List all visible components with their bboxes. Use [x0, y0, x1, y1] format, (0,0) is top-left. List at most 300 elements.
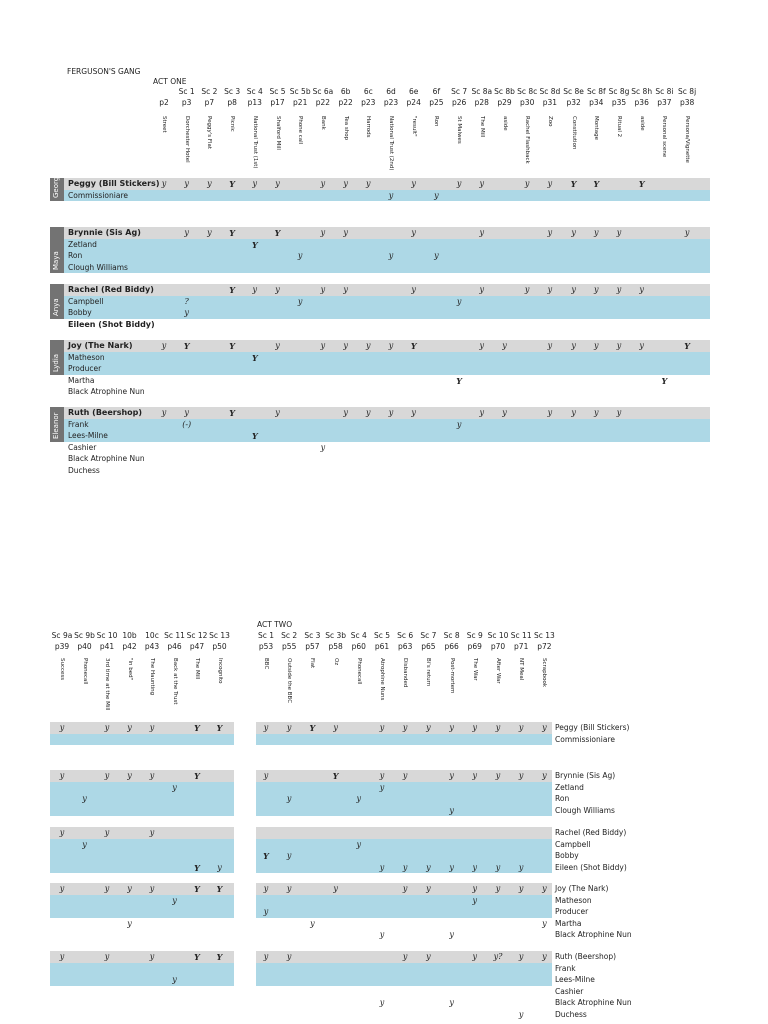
presence-mark: y — [388, 408, 394, 417]
presence-mark: y — [184, 228, 189, 237]
presence-mark: y — [59, 723, 65, 732]
presence-mark: y — [59, 828, 65, 837]
scene-number: Sc 8e — [563, 87, 584, 96]
presence-mark: Y — [251, 352, 258, 363]
scene-page: p28 — [474, 98, 489, 107]
presence-mark: y — [275, 179, 280, 188]
presence-mark: y — [542, 723, 547, 732]
presence-mark: Y — [194, 862, 200, 873]
scene-page: p39 — [54, 642, 70, 651]
row-band — [50, 883, 234, 895]
role-name: Ron — [68, 251, 83, 260]
presence-mark: y — [286, 851, 292, 860]
presence-mark: y — [402, 952, 408, 961]
scene-name: Zoo — [546, 116, 553, 127]
scene-number: Sc 7 — [451, 87, 468, 96]
scene-name: Constitution — [570, 116, 577, 150]
scene-number: 10b — [122, 631, 137, 640]
role-name: Campbell — [555, 839, 591, 849]
role-name: Peggy (Bill Stickers) — [68, 179, 160, 188]
scene-name: Ron — [433, 116, 440, 127]
scene-page: p24 — [406, 98, 421, 107]
presence-mark: y — [149, 884, 155, 893]
presence-mark: y — [104, 884, 110, 893]
scene-page: p65 — [421, 642, 436, 651]
scene-number: Sc 8b — [494, 87, 515, 96]
scene-name: "in bed" — [126, 658, 133, 681]
scene-number: 6d — [386, 87, 396, 96]
row-band — [50, 296, 710, 308]
row-band — [50, 850, 234, 862]
scene-page: p71 — [514, 642, 529, 651]
presence-mark: y — [684, 228, 690, 237]
presence-mark: y — [524, 179, 530, 188]
presence-mark: Y — [229, 228, 235, 238]
presence-mark: y — [571, 228, 576, 237]
presence-mark: y — [472, 884, 478, 893]
scene-name: Atrophine Nuns — [379, 658, 385, 701]
role-name: Eileen (Shot Biddy) — [555, 862, 627, 872]
presence-mark: y — [286, 952, 292, 961]
scene-name: Flat — [309, 658, 316, 669]
actor-name: Maya — [52, 251, 60, 270]
presence-mark: y — [333, 884, 338, 893]
scene-page: p72 — [537, 642, 552, 651]
scene-page: p69 — [467, 642, 482, 651]
presence-mark: y — [333, 723, 338, 732]
presence-mark: Y — [229, 179, 235, 189]
presence-mark: y — [542, 884, 547, 893]
presence-mark: y — [449, 805, 454, 815]
role-name: Joy (The Nark) — [555, 884, 609, 893]
actor-name: Eleanor — [52, 411, 60, 439]
presence-mark: y — [297, 251, 303, 260]
presence-mark: y — [402, 862, 408, 872]
scene-number: Sc 12 — [186, 631, 208, 640]
row-band — [50, 963, 234, 975]
presence-mark: Y — [309, 723, 316, 733]
presence-mark: y — [518, 723, 524, 732]
presence-mark: y — [594, 228, 599, 237]
row-band — [256, 974, 552, 986]
presence-mark: Y — [661, 375, 668, 386]
role-name: Commissioniare — [555, 734, 615, 744]
presence-mark: y — [320, 179, 326, 188]
row-band — [50, 782, 234, 794]
presence-mark: y — [59, 952, 65, 961]
scene-number: Sc 8h — [631, 87, 653, 96]
presence-mark: y — [449, 862, 454, 872]
scene-page: p23 — [383, 98, 399, 107]
scene-page: p34 — [589, 98, 604, 107]
row-band — [256, 906, 552, 918]
presence-mark: y — [320, 228, 326, 237]
presence-mark: y — [616, 341, 622, 350]
role-name: Zetland — [555, 782, 584, 792]
scene-page: p57 — [305, 642, 320, 651]
presence-mark: y — [82, 839, 87, 849]
presence-mark: y — [449, 930, 454, 939]
presence-mark: Y — [216, 723, 223, 733]
scene-number: Sc 3b — [325, 631, 346, 640]
scene-page: p23 — [361, 98, 376, 107]
row-band — [50, 419, 710, 431]
scene-page: p43 — [144, 642, 160, 651]
scene-name: Persona/Vignette — [684, 116, 691, 163]
presence-mark: y — [479, 341, 485, 350]
scene-page: p21 — [293, 98, 308, 107]
presence-mark: y — [388, 251, 394, 260]
presence-mark: y — [616, 228, 622, 237]
presence-mark: y — [479, 228, 485, 237]
scene-number: 6f — [432, 87, 441, 96]
scene-name: Shalford Mill — [274, 116, 281, 150]
scene-name: Dorchester Hotel — [183, 116, 190, 163]
scene-name: Phone call — [297, 116, 304, 145]
actor-name: Lydia — [52, 353, 60, 372]
presence-mark: y — [449, 998, 454, 1007]
scene-name: BBC — [263, 658, 269, 670]
presence-mark: y — [456, 419, 462, 429]
scene-number: Sc 3 — [304, 631, 321, 640]
presence-mark: Y — [194, 952, 200, 962]
presence-mark: y — [275, 285, 280, 294]
scene-number: Sc 5b — [289, 87, 311, 96]
presence-mark: y — [379, 782, 385, 792]
scene-page: p61 — [374, 642, 390, 651]
scene-number: 10c — [145, 631, 159, 640]
role-name: Bobby — [68, 308, 92, 317]
scene-number: Sc 6a — [312, 87, 334, 96]
presence-mark: y — [161, 179, 167, 188]
row-band — [50, 352, 710, 364]
presence-mark: y — [184, 179, 189, 188]
presence-mark: Y — [216, 884, 223, 894]
presence-mark: Y — [638, 179, 645, 189]
presence-mark: y — [275, 408, 280, 417]
presence-mark: y — [275, 341, 280, 350]
scene-page: p25 — [429, 98, 444, 107]
row-band — [50, 805, 234, 817]
role-name: Ron — [555, 794, 570, 803]
role-name: Clough Williams — [555, 805, 615, 815]
presence-mark: y — [495, 771, 501, 780]
presence-mark: y — [434, 190, 439, 200]
scene-number: Sc 11 — [510, 631, 532, 640]
presence-mark: y — [127, 771, 132, 780]
presence-mark: y — [356, 794, 362, 803]
role-name: Black Atrophine Nun — [555, 998, 632, 1007]
presence-mark: ? — [184, 296, 189, 306]
presence-mark: y — [426, 723, 431, 732]
presence-mark: y — [82, 794, 87, 803]
scene-page: p13 — [247, 98, 262, 107]
role-name: Bobby — [555, 851, 579, 860]
scene-number: Sc 10 — [96, 631, 118, 640]
scene-name: Personal scene — [661, 116, 668, 158]
presence-mark: Y — [332, 771, 339, 781]
presence-mark: Y — [274, 228, 281, 238]
role-name: Frank — [68, 419, 89, 429]
presence-mark: y — [426, 952, 431, 961]
document-title: FERGUSON'S GANG — [67, 67, 141, 76]
presence-mark: y — [149, 723, 155, 732]
presence-mark: y — [495, 723, 501, 732]
scene-page: p26 — [451, 98, 467, 107]
scene-page: p66 — [444, 642, 459, 651]
presence-mark: Y — [251, 431, 258, 441]
presence-mark: y — [207, 179, 212, 188]
act-two-label: ACT TWO — [257, 620, 293, 629]
presence-mark: y — [343, 179, 348, 188]
presence-mark: y — [571, 341, 576, 350]
presence-mark: y — [379, 723, 385, 732]
scene-name: Bi's return — [425, 658, 432, 687]
scene-page: p36 — [634, 98, 649, 107]
presence-mark: y — [366, 179, 371, 188]
scene-number: Sc 8i — [655, 87, 674, 96]
presence-mark: y — [343, 228, 348, 237]
presence-mark: y — [502, 408, 507, 417]
scene-page: p35 — [611, 98, 627, 107]
scene-number: Sc 8f — [586, 87, 606, 96]
scene-name: The Mill — [194, 658, 200, 680]
presence-mark: y — [518, 952, 524, 961]
presence-mark: y — [104, 952, 110, 961]
scene-number: Sc 3 — [224, 87, 241, 96]
scene-number: Sc 4 — [246, 87, 263, 96]
row-band — [50, 363, 710, 375]
presence-mark: y — [366, 341, 371, 350]
scene-number: Sc 8a — [471, 87, 493, 96]
scene-number: Sc 5 — [269, 87, 286, 96]
presence-mark: y — [149, 771, 155, 780]
presence-mark: y — [434, 251, 439, 260]
row-band — [50, 974, 234, 986]
scene-name: Tea shop — [342, 116, 349, 141]
scene-page: p30 — [520, 98, 535, 107]
role-name: Zetland — [68, 239, 97, 249]
presence-mark: y — [366, 408, 371, 417]
scene-name: aside — [501, 116, 508, 131]
presence-mark: y — [286, 723, 292, 732]
row-band — [50, 895, 234, 907]
scene-name: Picnic — [229, 116, 236, 132]
role-name: Rachel (Red Biddy) — [68, 285, 154, 294]
presence-mark: y — [456, 179, 462, 188]
scene-number: Sc 7 — [420, 631, 437, 640]
presence-mark: y — [207, 228, 212, 237]
presence-mark: y — [59, 884, 65, 893]
scene-page: p29 — [497, 98, 512, 107]
role-name: Ruth (Beershop) — [555, 952, 617, 961]
presence-mark: y — [547, 179, 553, 188]
presence-mark: y — [495, 862, 501, 872]
row-band — [50, 227, 710, 239]
role-name: Duchess — [68, 465, 100, 475]
presence-mark: y — [263, 907, 269, 916]
scene-number: 6c — [363, 87, 373, 96]
scene-name: Bank — [319, 116, 326, 130]
scene-name: Incognito — [216, 658, 223, 684]
row-band — [50, 722, 234, 734]
scene-number: Sc 9b — [74, 631, 95, 640]
row-band — [256, 793, 552, 805]
presence-mark: y — [518, 771, 524, 780]
scene-name: Phonecall — [355, 658, 362, 685]
presence-mark: y — [161, 408, 167, 417]
presence-mark: y — [594, 408, 599, 417]
presence-mark: Y — [194, 884, 200, 894]
presence-mark: y — [127, 918, 132, 928]
presence-mark: y — [472, 952, 478, 961]
presence-mark: y — [571, 285, 576, 294]
row-band — [50, 430, 710, 442]
role-name: Producer — [68, 364, 102, 373]
scene-number: 6e — [408, 87, 419, 96]
presence-mark: Y — [410, 341, 417, 351]
role-name: Clough Williams — [68, 262, 128, 272]
presence-mark: y — [616, 285, 622, 294]
scene-number: Sc 9 — [466, 631, 483, 640]
row-band — [256, 782, 552, 794]
presence-mark: y — [449, 723, 454, 732]
presence-mark: y — [411, 285, 416, 294]
presence-mark: y — [343, 341, 348, 350]
role-name: Joy (The Nark) — [68, 341, 133, 350]
scene-name: Success — [59, 658, 65, 681]
role-name: Martha — [555, 918, 582, 928]
scene-page: p37 — [657, 98, 672, 107]
scene-page: p58 — [328, 642, 343, 651]
scene-page: p31 — [542, 98, 558, 107]
presence-mark: y — [502, 341, 507, 350]
presence-mark: Y — [229, 285, 235, 295]
scene-page: p60 — [351, 642, 366, 651]
presence-mark: Y — [263, 851, 269, 861]
presence-mark: y — [184, 308, 189, 317]
presence-mark: y — [379, 862, 385, 872]
scene-page: p41 — [99, 642, 115, 651]
row-band — [256, 805, 552, 817]
row-band — [256, 827, 552, 839]
scene-page: p63 — [398, 642, 413, 651]
scene-name: The Mill — [478, 116, 485, 138]
presence-mark: Y — [216, 952, 223, 962]
scene-number: Sc 8j — [678, 87, 697, 96]
presence-mark: y — [217, 862, 222, 872]
presence-mark: y — [379, 930, 385, 939]
role-name: Lees-Milne — [68, 431, 108, 440]
scene-name: Rachel Flashback — [524, 116, 531, 164]
scene-page: p50 — [212, 642, 227, 651]
scene-name: Peggy's Flat — [206, 116, 213, 150]
presence-mark: y — [547, 408, 553, 417]
role-name: Matheson — [555, 895, 592, 905]
role-name: Brynnie (Sis Ag) — [68, 228, 141, 237]
presence-mark: y — [127, 723, 132, 732]
presence-mark: y — [495, 884, 501, 893]
presence-mark: y — [127, 884, 132, 893]
role-name: Cashier — [555, 986, 584, 996]
presence-mark: y — [172, 895, 177, 905]
scene-name: Harrods — [365, 116, 372, 138]
presence-mark: y — [479, 285, 485, 294]
presence-mark: y — [411, 408, 416, 417]
scene-number: Sc 4 — [350, 631, 367, 640]
row-band — [256, 839, 552, 851]
presence-mark: y — [411, 228, 416, 237]
scene-number: Sc 13 — [209, 631, 230, 640]
role-name: Lees-Milne — [555, 975, 595, 984]
scene-page: p8 — [227, 98, 237, 107]
role-name: Black Atrophine Nun — [68, 387, 145, 396]
row-band — [256, 850, 552, 862]
presence-mark: y — [472, 771, 478, 780]
presence-mark: y — [320, 442, 326, 452]
row-band — [256, 963, 552, 975]
presence-mark: y — [402, 884, 408, 893]
scene-name: aside — [638, 116, 645, 131]
row-band — [50, 827, 234, 839]
presence-mark: Y — [229, 341, 235, 351]
presence-mark: y — [616, 408, 622, 417]
scene-name: Disbanded — [402, 658, 409, 688]
row-band — [50, 340, 710, 352]
presence-mark: y — [149, 952, 155, 961]
presence-mark: y — [402, 771, 408, 780]
presence-mark: y — [252, 179, 258, 188]
presence-mark: y — [524, 285, 530, 294]
row-band — [50, 239, 710, 251]
presence-mark: y? — [493, 952, 503, 961]
presence-mark: y — [639, 285, 644, 294]
row-band — [50, 307, 710, 319]
scene-name: Oz — [332, 658, 339, 666]
presence-mark: y — [161, 341, 167, 350]
scene-name: "result" — [410, 116, 417, 137]
role-name: Eileen (Shot Biddy) — [68, 319, 155, 329]
scene-name: NT Meal — [518, 658, 525, 681]
scene-number: Sc 8g — [608, 87, 630, 96]
presence-mark: Y — [194, 771, 200, 781]
scene-number: Sc 6 — [397, 631, 414, 640]
presence-mark: y — [320, 285, 326, 294]
role-name: Producer — [555, 907, 589, 916]
presence-mark: y — [639, 341, 644, 350]
scene-page: p3 — [181, 98, 192, 107]
role-name: Rachel (Red Biddy) — [555, 828, 627, 837]
scene-name: The Haunting — [149, 658, 155, 696]
role-name: Black Atrophine Nun — [555, 930, 632, 939]
scene-number: Sc 10 — [487, 631, 509, 640]
presence-mark: y — [310, 918, 315, 928]
scene-number: Sc 8d — [539, 87, 561, 96]
presence-mark: y — [149, 828, 155, 837]
scene-page: p42 — [122, 642, 137, 651]
scene-number: Sc 13 — [533, 631, 555, 640]
presence-mark: y — [449, 771, 454, 780]
presence-mark: y — [426, 862, 431, 872]
scene-name: Outside the BBC — [286, 658, 293, 704]
presence-mark: y — [343, 408, 348, 417]
presence-mark: y — [104, 771, 110, 780]
presence-mark: y — [542, 952, 547, 961]
presence-mark: y — [472, 862, 478, 872]
role-name: Campbell — [68, 296, 104, 306]
presence-mark: y — [472, 895, 478, 905]
scene-name: The War — [471, 658, 478, 681]
